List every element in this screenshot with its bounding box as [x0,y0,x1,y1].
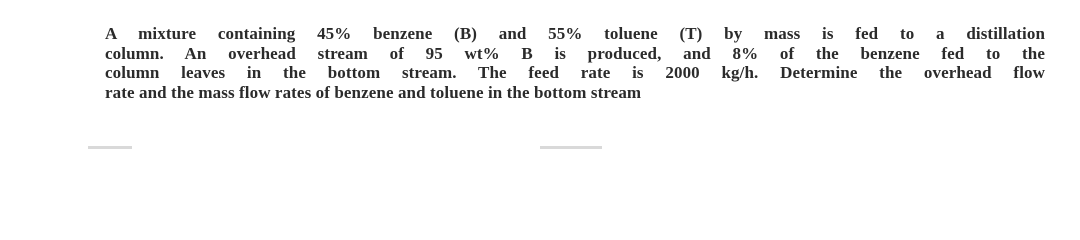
cropped-edge-mark-center [540,146,602,149]
problem-text [105,24,1045,102]
cropped-edge-mark-left [88,146,132,149]
problem-line-4: rate and the mass flow rates of benzene and toluene in the bottom stream [105,82,642,102]
problem-line-2: column. An overhead stream of 95 wt% B is produced, and 8% of the benzene fed to the [105,43,1045,63]
problem-line-1: A mixture containing 45% benzene (B) and 55% toluene (T) by mass is fed to a distillation [105,24,1045,43]
problem-line-3: column leaves in the bottom stream. The feed rate is 2000 kg/h. Determine the overhead flow [105,63,1045,82]
